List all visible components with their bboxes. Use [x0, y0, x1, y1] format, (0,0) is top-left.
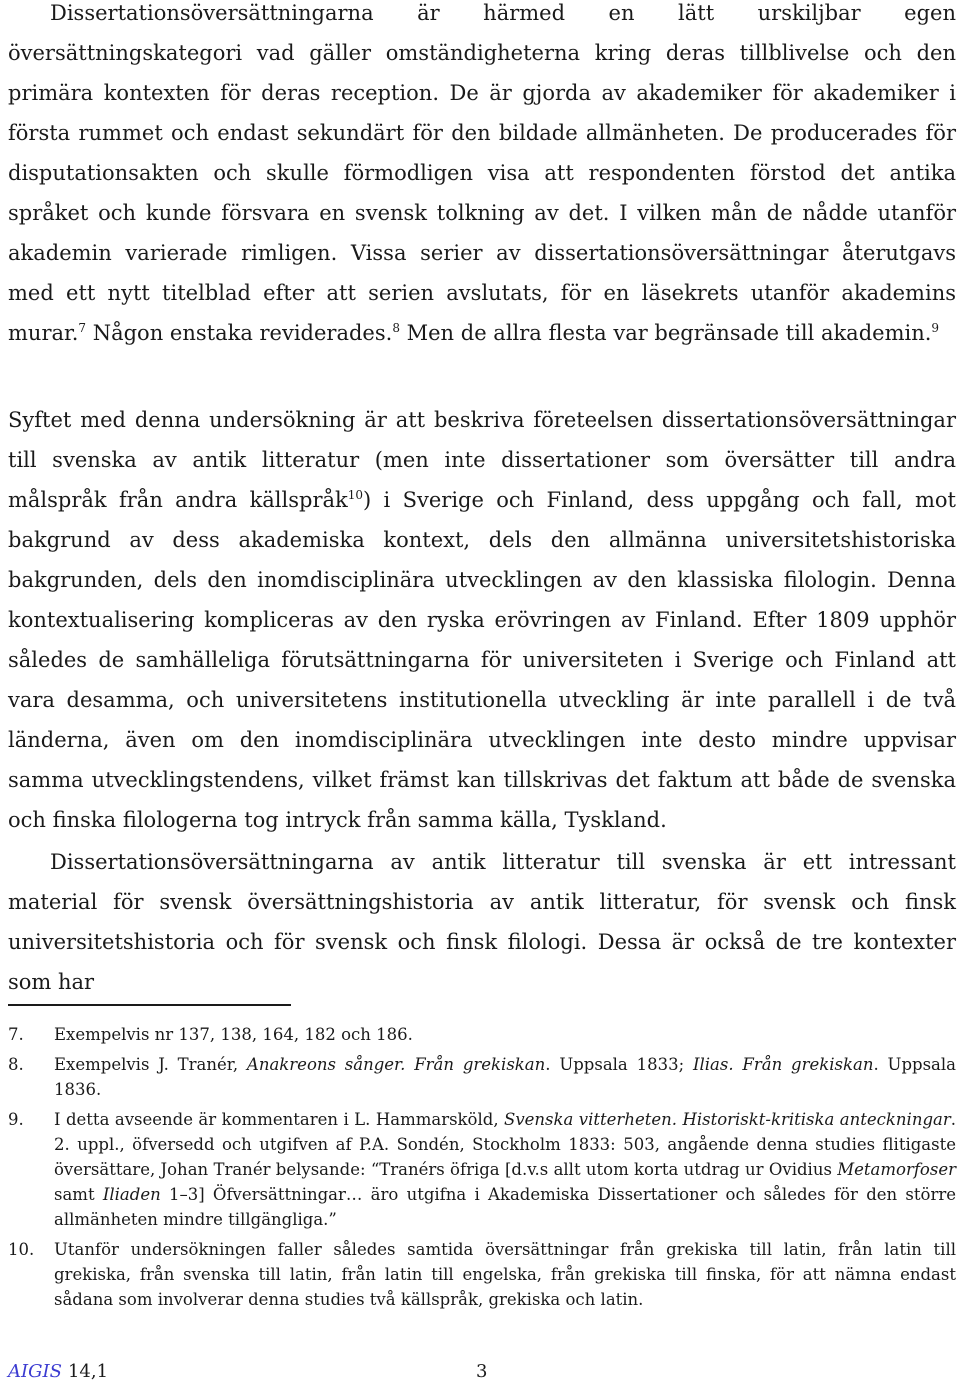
paragraph-2-text-a: Syftet med denna undersökning är att beskriva företeelsen dissertationsöversättningar till svenska av antik litteratur (men inte dissertationer som översätter till andra målspråk från andra källspråk	[8, 408, 956, 512]
paragraph-1	[8, 0, 956, 353]
footnote-title: Svenska vitterheten. Historiskt-kritiska anteckningar	[504, 1110, 951, 1129]
footnote-number: 7.	[8, 1025, 24, 1044]
footnote-text-part: samt	[54, 1185, 103, 1204]
footnote-text: Exempelvis nr 137, 138, 164, 182 och 186.	[54, 1025, 413, 1044]
journal-link[interactable]: AIGIS	[8, 1361, 62, 1382]
footnote-title: Metamorfoser	[837, 1160, 956, 1179]
footnote-number: 8.	[8, 1055, 24, 1074]
footnote-10	[8, 1237, 956, 1312]
paragraph-3: Dissertationsöversättningarna av antik litteratur till svenska är ett intressant material för svensk översättningshistoria av antik litteratur, för svensk och finsk universitetshistoria och för svensk och finsk filologi. Dessa är också de tre kontexter som har	[8, 850, 956, 994]
paragraph-1-text-c: Men de allra flesta var begränsade till akademin.	[399, 321, 932, 345]
paragraph-1-text-a: Dissertationsöversättningarna är härmed en lätt urskiljbar egen översättningskategori vad gäller omständigheterna kring deras tillblivelse och den primära kontexten för deras reception. De är gjorda av akademiker för akademiker i första rummet och endast sekundärt för den bildade allmänheten. De producerades för disputationsakten och skulle förmodligen visa att respondenten förstod det antika språket och kunde försvara en svensk tolkning av det. I vilken mån de nådde utanför akademin varierade rimligen. Vissa serier av dissertationsöversättningar återutgavs med ett nytt titelblad efter att serien avslutats, för en läsekrets utanför akademins murar.	[8, 1, 956, 345]
footnote-number: 9.	[8, 1110, 24, 1129]
footnote-text-part: Exempelvis J. Tranér,	[54, 1055, 247, 1074]
footnote-title: Anakreons sånger. Från grekiskan	[246, 1055, 546, 1074]
footnote-title: Iliaden	[102, 1185, 161, 1204]
paragraph-2	[8, 400, 956, 840]
footnote-ref-9[interactable]: 9	[931, 321, 940, 335]
footnote-text-part: . Uppsala 1833;	[545, 1055, 693, 1074]
footnote-text	[54, 1052, 956, 1102]
footnote-text-part: . 2. uppl., öfversedd och utgifven af P.A. Sondén, Stockholm 1833: 503, angående denna studies flitigaste översättare, Johan Tranér belysande: “Tranérs öfriga [d.v.s allt utom korta utdrag ur Ovidius	[54, 1110, 956, 1179]
footnote-text-part: I detta avseende är kommentaren i L. Hammarsköld,	[54, 1110, 505, 1129]
footnote-ref-8[interactable]: 8	[392, 321, 400, 335]
footnote-9	[8, 1107, 956, 1232]
footnote-8	[8, 1052, 956, 1102]
journal-volume: 14,1	[67, 1361, 109, 1382]
footnote-text-part: 1–3] Öfversättningar… äro utgifna i Akademiska Dissertationer och således för den större allmänheten mindre tillgängliga.”	[54, 1185, 956, 1229]
footnote-text	[54, 1107, 956, 1232]
footnotes	[8, 1022, 956, 1317]
footnote-number: 10.	[8, 1240, 35, 1259]
paragraph-2-text-b: ) i Sverige och Finland, dess uppgång och fall, mot bakgrund av dess akademiska kontext, dels den allmänna universitetshistoriska bakgrunden, dels den inomdisciplinära utvecklingen av den klassiska filologin. Denna kontextualisering kompliceras av den ryska erövringen av Finland. Efter 1809 upphör således de samhälleliga förutsättningarna för universiteten i Sverige och Finland att vara desamma, och universitetens institutionella utveckling är inte parallell i de två länderna, även om den inomdisciplinära utvecklingen inte desto mindre uppvisar samma utvecklingstendens, vilket främst kan tillskrivas det faktum att både de svenska och finska filologerna tog intryck från samma källa, Tyskland.	[8, 488, 956, 832]
footnote-title: Ilias. Från grekiskan	[692, 1055, 874, 1074]
footnote-text-part: . Uppsala 1836.	[54, 1055, 956, 1099]
footnote-7	[8, 1022, 956, 1047]
footnote-ref-7[interactable]: 7	[78, 321, 87, 335]
page-number: 3	[476, 1361, 488, 1382]
paragraph-1-text-b: Någon enstaka reviderades.	[86, 321, 393, 345]
footnote-ref-10[interactable]: 10	[347, 488, 364, 502]
page-footer	[8, 1360, 956, 1384]
footnote-separator	[8, 1004, 291, 1006]
footnote-text: Utanför undersökningen faller således samtida översättningar från grekiska till latin, från latin till grekiska, från svenska till latin, från latin till engelska, från grekiska till finska, för att nämna endast sådana som involverar denna studies två källspråk, grekiska och latin.	[54, 1240, 956, 1309]
